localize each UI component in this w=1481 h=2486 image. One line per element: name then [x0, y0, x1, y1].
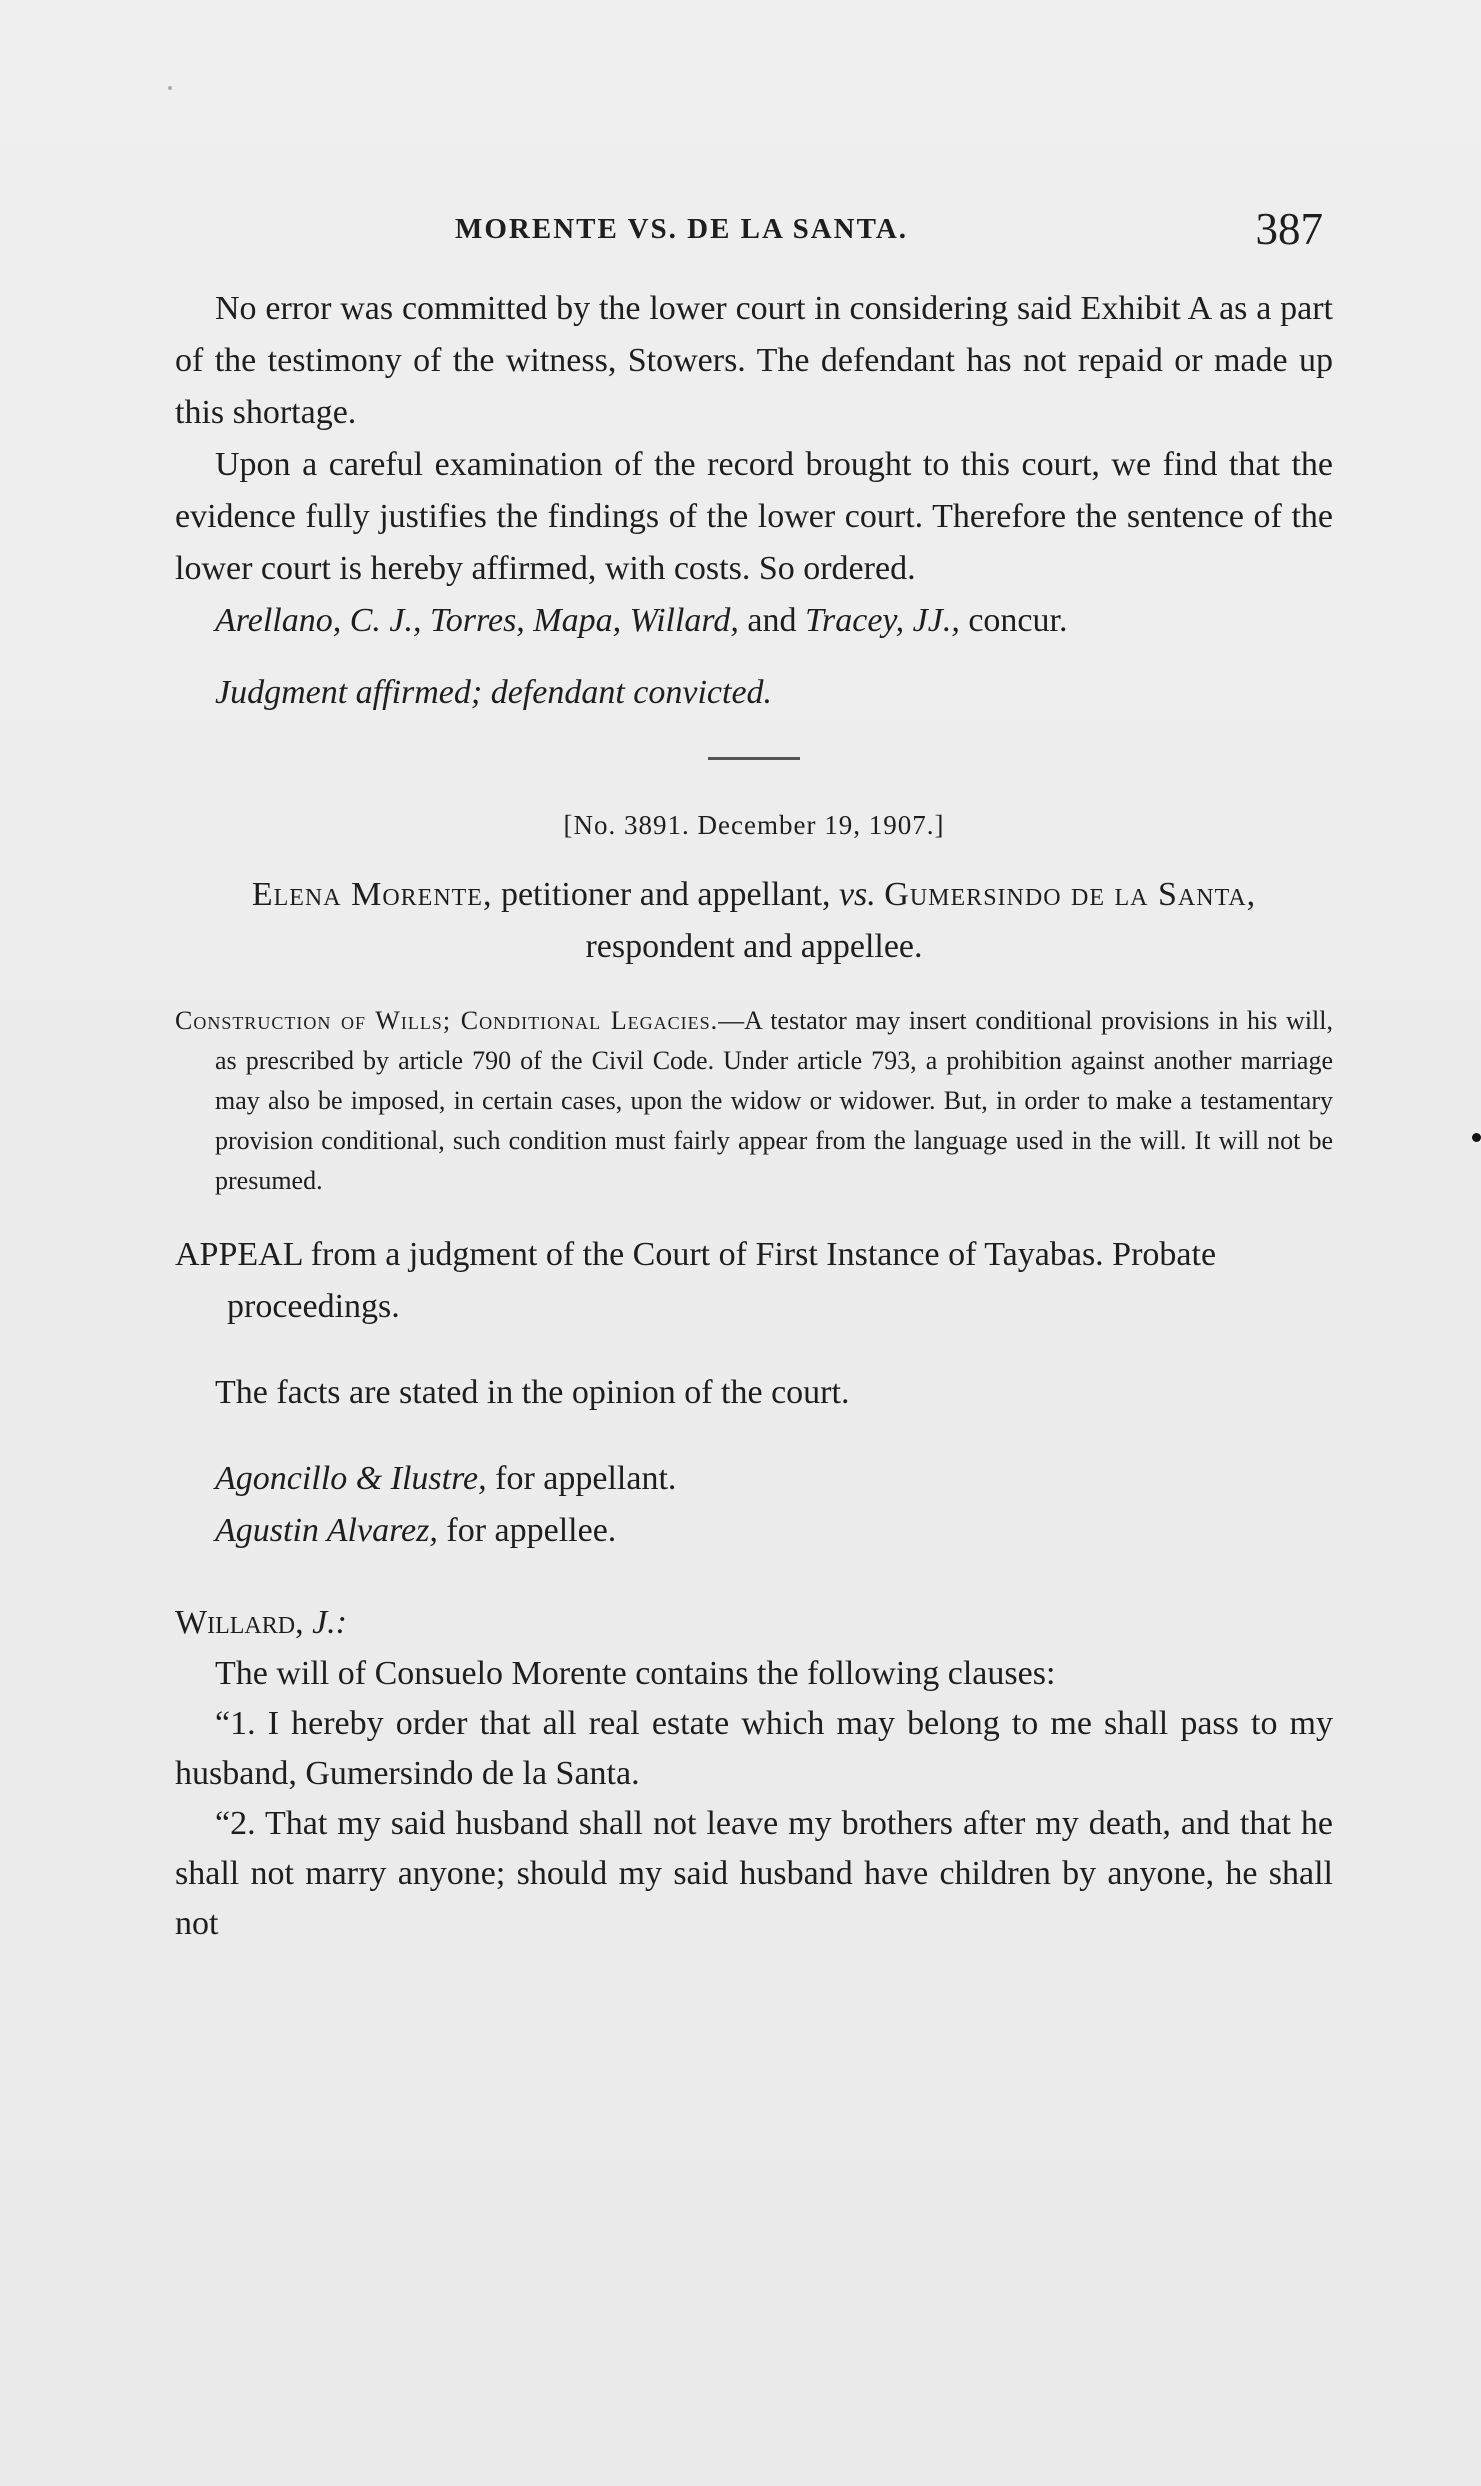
running-head: MORENTE VS. DE LA SANTA. — [455, 213, 909, 245]
versus: vs. — [838, 876, 876, 913]
opinion-paragraph: Upon a careful examination of the record brought to this court, we find that the evidence fully justifies the findings of the lower court. Therefore the sentence of the lower court is hereby affirmed, with costs. So ordered. — [175, 446, 1333, 587]
respondent-role: respondent and appellee. — [585, 928, 923, 965]
opinion-author — [175, 1597, 1333, 1649]
syllabus-heading: Construction of Wills; Conditional Legacies. — [175, 1006, 719, 1035]
case-number: [No. 3891. December 19, 1907.] — [563, 810, 945, 840]
petitioner-name: Elena Morente, — [251, 876, 493, 913]
section-divider — [708, 757, 800, 760]
case-parties — [175, 869, 1333, 973]
judge-name: Willard, — [175, 1604, 304, 1641]
appeal-statement — [175, 1229, 1333, 1333]
opinion-body — [175, 1649, 1333, 1949]
will-clause: “1. I hereby order that all real estate which may belong to me shall pass to my husband, Gumersindo de la Santa. — [175, 1705, 1333, 1792]
appellant-counsel-line — [175, 1453, 1333, 1505]
will-clause: “2. That my said husband shall not leave my brothers after my death, and that he shall not marry anyone; should my said husband have children by anyone, he shall not — [175, 1805, 1333, 1942]
concurring-justices: Arellano, C. J., Torres, Mapa, Willard, — [215, 602, 739, 639]
concurring-suffix: concur. — [968, 602, 1068, 639]
appeal-lead: APPEAL — [175, 1236, 303, 1273]
syllabus-text: —A testator may insert conditional provisions in his will, as prescribed by article 790 of the Civil Code. Under article 793, a prohibition against another marriage may also be imposed, in certain cases, upon the widow or widower. But, in order to make a testamentary provision conditional, such condition must fairly appear from the language used in the will. It will not be presumed. — [215, 1006, 1333, 1195]
petitioner-role: petitioner and appellant, — [500, 876, 831, 913]
opinion-paragraph: No error was committed by the lower court in considering said Exhibit A as a part of the testimony of the witness, Stowers. The defendant has not repaid or made up this shortage. — [175, 290, 1333, 431]
counsel-block — [175, 1453, 1333, 1557]
respondent-name: Gumersindo de la Santa, — [884, 876, 1257, 913]
page-number: 387 — [1255, 204, 1323, 254]
concurring-last-justice: Tracey, JJ., — [804, 602, 960, 639]
appellant-counsel: Agoncillo & Ilustre, — [215, 1460, 487, 1497]
paper-speck — [168, 86, 172, 90]
judgment-line: Judgment affirmed; defendant convicted. — [215, 674, 773, 711]
page-content — [175, 283, 1333, 1949]
judge-suffix: J.: — [312, 1604, 347, 1641]
appellee-counsel-line — [175, 1505, 1333, 1557]
page-header — [175, 203, 1333, 263]
opinion-intro: The will of Consuelo Morente contains the following clauses: — [215, 1655, 1056, 1692]
appellee-counsel: Agustin Alvarez, — [215, 1512, 438, 1549]
appeal-text: from a judgment of the Court of First Instance of Tayabas. Probate proceedings. — [227, 1236, 1217, 1325]
concurring-connector: and — [747, 602, 797, 639]
appellee-role: for appellee. — [446, 1512, 617, 1549]
syllabus — [175, 1001, 1333, 1201]
facts-statement: The facts are stated in the opinion of the court. — [215, 1374, 850, 1411]
paper-speck — [1472, 1133, 1481, 1142]
appellant-role: for appellant. — [495, 1460, 677, 1497]
concurrence-line — [175, 595, 1333, 647]
